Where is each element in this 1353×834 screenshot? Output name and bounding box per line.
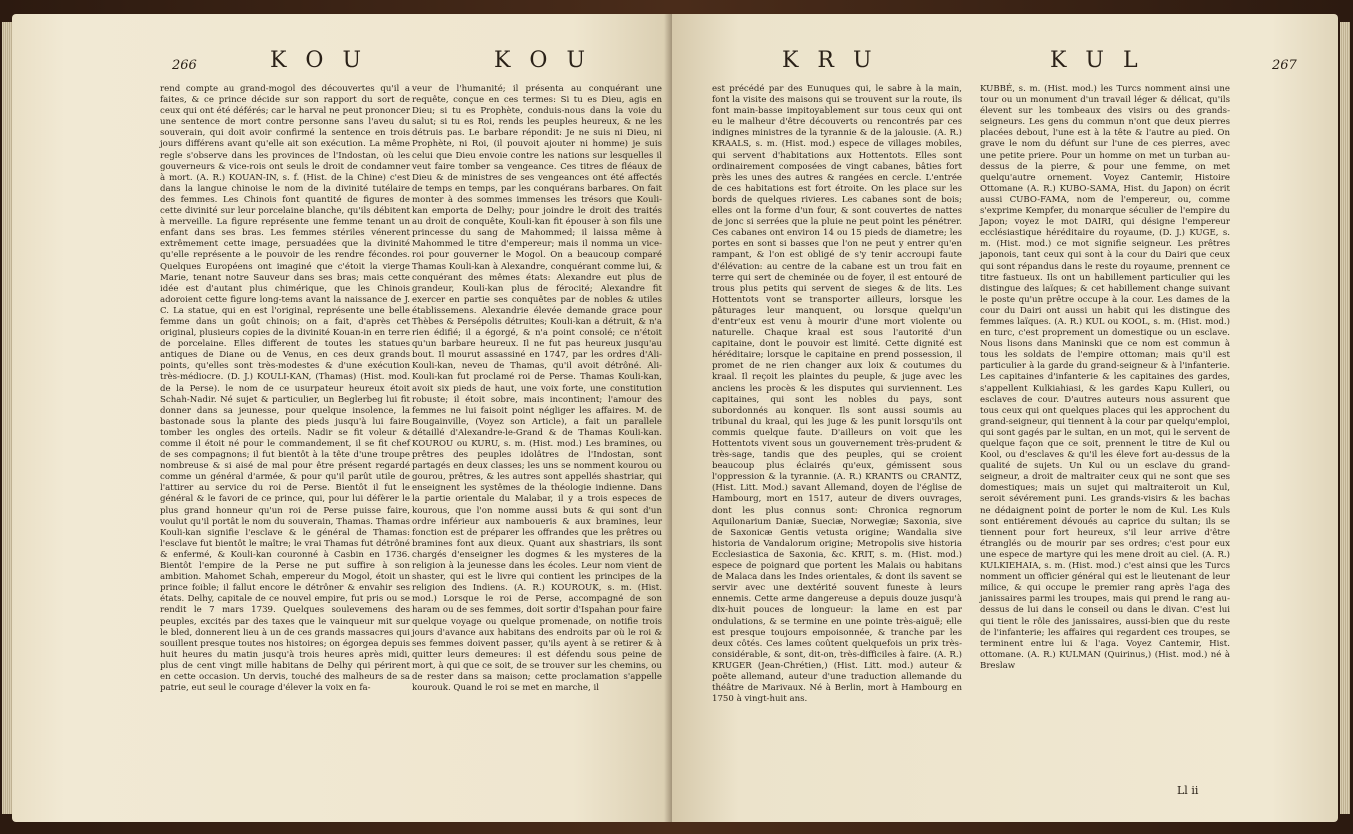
page-number-right: 267 [1272,58,1297,73]
running-head-right-2: K U L [1050,48,1144,73]
left-column-1 [160,84,410,694]
left-column-2-text: veur de l'humanité; il présenta au conquérant une requête, conçue en ces termes: Si tu es Dieu, agis en Dieu; si tu es Prophète, conduis-nous dans la voie du salut; si tu es Roi, rends les peuples heureux, & ne les détruis pas. Le barbare répondit: Je ne suis ni Dieu, ni Prophète, ni Roi, (il pouvoit ajouter ni homme) je suis celui que Dieu envoie contre les nations sur lesquelles il veut faire tomber sa vengeance. Ces titres de fléaux de Dieu & de ministres de ses vengeances ont été affectés de temps en temps, par les conquérans barbares. On fait monter à des sommes immenses les trésors que Kouli-kan emporta de Delhy; pour joindre le droit des traités au droit de conquête, Kouli-kan fit épouser à son fils une princesse du sang de Mahommed; il laissa même à Mahommed le titre d'empereur; mais il nomma un vice-roi pour gouverner le Mogol. On a beaucoup comparé Thamas Kouli-kan à Alexandre, conquérant comme lui, & conquérant des mêmes états: Alexandre eut plus de grandeur, Kouli-kan plus de férocité; Alexandre fit exercer en partie ses conquêtes par de nobles & utiles établissemens. Alexandrie élevée demande grace pour Thèbes & Persépolis détruites; Kouli-kan a détruit, & n'a rien édifié; il a égorgé, & n'a point consolé; ce n'étoit qu'un barbare heureux. Il ne fut pas heureux jusqu'au bout. Il mourut assassiné en 1747, par les ordres d'Ali-Kouli-kan, neveu de Thamas, qu'il avoit détrôné. Ali-Kouli-kan fut proclamé roi de Perse. Thamas Kouli-kan, avoit six pieds de haut, une voix forte, une constitution robuste; il étoit sobre, mais incontinent; l'amour des femmes ne lui faisoit point négliger les affaires. M. de Bougainville, (Voyez son Article), a fait un parallele détaillé d'Alexandre-le-Grand & de Thamas Kouli-kan. KOUROU ou KURU, s. m. (Hist. mod.) Les bramines, ou prêtres des peuples idolâtres de l'Indostan, sont partagés en deux classes; les uns se nomment kourou ou gourou, prêtres, & les autres sont appellés shastriar, qui enseignent les systêmes de la théologie indienne. Dans la partie orientale du Malabar, il y a trois especes de kourous, que l'on nomme aussi buts & qui sont d'un ordre inférieur aux namboueris & aux bramines, leur fonction est de préparer les offrandes que les prêtres ou bramines font aux dieux. Quant aux shastriars, ils sont chargés d'enseigner les dogmes & les mysteres de la religion à la jeunesse dans les écoles. Leur nom vient de shaster, qui est le livre qui contient les principes de la religion des Indiens. (A. R.) KOUROUK, s. m. (Hist. mod.) Lorsque le roi de Perse, accompagné de son haram ou de ses femmes, doit sortir d'Ispahan pour faire quelque voyage ou quelque promenade, on notifie trois jours d'avance aux habitans des endroits par où le roi & ses femmes doivent passer, qu'ils ayent à se retirer & à quitter leurs demeures: il est défendu sous peine de mort, à qui que ce soit, de se trouver sur les chemins, ou de rester dans sa maison; cette proclamation s'appelle kourouk. Quand le roi se met en marche, il [412,84,662,694]
right-column-1 [712,84,962,705]
running-head-left-1: K O U [270,48,367,73]
right-page [672,14,1338,822]
running-head-right-1: K R U [782,48,878,73]
right-page-edges [1340,22,1350,814]
signature-mark: Ll ii [1177,784,1199,797]
right-column-2 [980,84,1230,672]
left-column-1-text: rend compte au grand-mogol des découvertes qu'il a faites, & ce prince décide sur son rapport du sort de ceux qui ont été déférés; car le harval ne peut prononcer une sentence de mort contre personne sans l'aveu du souverain, qui doit avoir confirmé la sentence en trois jours différens avant qu'elle ait son exécution. La même regle s'observe dans les provinces de l'Indostan, où les gouverneurs & vice-rois ont seuls le droit de condamner à mort. (A. R.) KOUAN-IN, s. f. (Hist. de la Chine) c'est dans la langue chinoise le nom de la divinité tutélaire des femmes. Les Chinois font quantité de figures de cette divinité sur leur porcelaine blanche, qu'ils débitent à merveille. La figure représente une femme tenant un enfant dans ses bras. Les femmes stériles vénerent extrêmement cette image, persuadées que la divinité qu'elle représente a le pouvoir de les rendre fécondes. Quelques Européens ont imaginé que c'étoit la vierge Marie, tenant notre Sauveur dans ses bras; mais cette idée est d'autant plus chimérique, que les Chinois adoroient cette figure long-tems avant la naissance de J. C. La statue, qui en est l'original, représente une belle femme dans un goût chinois; on a fait, d'après cet original, plusieurs copies de la divinité Kouan-in en terre de porcelaine. Elles different de toutes les statues antiques de Diane ou de Venus, en ces deux grands points, qu'elles sont très-modestes & d'une exécution très-médiocre. (D. J.) KOULI-KAN, (Thamas) (Hist. mod. de la Perse). le nom de ce usurpateur heureux étoit Schah-Nadir. Né sujet & particulier, un Beglerbeg lui fit donner dans sa jeunesse, pour quelque insolence, la bastonade sous la plante des pieds jusqu'à lui faire tomber les ongles des orteils. Nadir se fit voleur & comme il étoit né pour le commandement, il se fit chef de ses compagnons; il fut bientôt à la tête d'une troupe nombreuse & si aisé de mal pour être présent regardé comme un général d'armée, & pour qu'il parût utile de l'attirer au service du roi de Perse. Bientôt il fut le général & le favori de ce prince, qui, pour lui défèrer le plus grand honneur qu'un roi de Perse puisse faire, voulut qu'il portât le nom du souverain, Thamas. Thamas Kouli-kan signifie l'esclave & le général de Thamas: l'esclave fut bientôt le maître; le vrai Thamas fut détrôné & enfermé, & Kouli-kan couronné à Casbin en 1736. Bientôt l'empire de la Perse ne put suffire à son ambition. Mahomet Schah, empereur du Mogol, étoit un prince foible; il fallut encore le détrôner & envahir ses états. Delhy, capitale de ce nouvel empire, fut pris ou se rendit le 7 mars 1739. Quelques soulevemens des peuples, excités par des taxes que le vainqueur mit sur le bled, donnerent lieu à un de ces grands massacres qui souillent presque toutes nos histoires; on égorgea depuis huit heures du matin jusqu'à trois heures après midi, plus de cent vingt mille habitans de Delhy qui périrent en cette occasion. Un dervis, touché des malheurs de sa patrie, eut seul le courage d'élever la voix en fa- [160,84,410,694]
page-number-left: 266 [172,58,197,73]
right-column-2-text: KUBBÉ, s. m. (Hist. mod.) les Turcs nomment ainsi une tour ou un monument d'un travail léger & délicat, qu'ils élevent sur les tombeaux des visirs ou des grands-seigneurs. Les gens du commun n'ont que deux pierres placées debout, l'une est à la tête & l'autre au pied. On grave le nom du défunt sur l'une de ces pierres, avec une petite priere. Pour un homme on met un turban au-dessus de la pierre, & pour une femme, on met quelqu'autre ornement. Voyez Cantemir, Histoire Ottomane (A. R.) KUBO-SAMA, Hist. du Japon) on écrit aussi CUBO-FAMA, nom de l'empereur, ou, comme s'exprime Kempfer, du monarque séculier de l'empire du Japon; voyez le mot DAIRI, qui désigne l'empereur ecclésiastique héréditaire du royaume, (D. J.) KUGE, s. m. (Hist. mod.) ce mot signifie seigneur. Les prêtres japonois, tant ceux qui sont à la cour du Dairi que ceux qui sont répandus dans le reste du royaume, prennent ce titre fastueux. Ils ont un habillement particulier qui les distingue des laïques; & cet habillement change suivant le poste qu'un prêtre occupe à la cour. Les dames de la cour du Dairi ont aussi un habit qui les distingue des femmes laïques. (A. R.) KUL ou KOOL, s. m. (Hist. mod.) en turc, c'est proprement un domestique ou un esclave. Nous lisons dans Maninski que ce nom est commun à tous les soldats de l'empire ottoman; mais qu'il est particulier à la garde du grand-seigneur & à l'infanterie. Les capitaines d'infanterie & les capitaines des gardes, s'appellent Kulkiahiasi, & les gardes Kapu Kulleri, ou esclaves de cour. D'autres auteurs nous assurent que tous ceux qui ont quelques places qui les approchent du grand-seigneur, qui tiennent à la cour par quelqu'emploi, qui sont gagés par le sultan, en un mot, qui le servent de quelque façon que ce soit, prennent le titre de Kul ou Kool, ou d'esclaves & qu'il les éleve fort au-dessus de la qualité de sujets. Un Kul ou un esclave du grand-seigneur, a droit de maltraiter ceux qui ne sont que ses domestiques; mais un sujet qui maltraiteroit un Kul, seroit sévérement puni. Les grands-visirs & les bachas ne dédaignent point de porter le nom de Kul. Les Kuls sont entiérement dévoués au caprice du sultan; ils se tiennent pour fort heureux, s'il leur arrive d'être étranglés ou de mourir par ses ordres; c'est pour eux une espece de martyre qui les mene droit au ciel. (A. R.) KULKIEHAIA, s. m. (Hist. mod.) c'est ainsi que les Turcs nomment un officier général qui est le lieutenant de leur milice, & qui occupe le premier rang après l'aga des janissaires parmi les troupes, mais qui prend le rang au-dessus de lui dans le conseil ou dans le divan. C'est lui qui tient le rôle des janissaires, aussi-bien que du reste de l'infanterie; les affaires qui regardent ces troupes, se terminent entre lui & l'aga. Voyez Cantemir, Hist. ottomane. (A. R.) KULMAN (Quirinus,) (Hist. mod.) né à Breslaw [980,84,1230,671]
left-page [12,14,672,822]
left-column-2 [412,84,662,694]
left-page-edges [2,22,12,814]
running-head-left-2: K O U [494,48,591,73]
right-column-1-text: est précédé par des Eunuques qui, le sabre à la main, font la visite des maisons qui se trouvent sur la route, ils font main-basse impitoyablement sur tous ceux qui ont eu le malheur d'être découverts ou rencontrés par ces indignes ministres de la tyrannie & de la jalousie. (A. R.) KRAALS, s. m. (Hist. mod.) espece de villages mobiles, qui servent d'habitations aux Hottentots. Elles sont ordinairement composées de vingt cabanes, bâties fort près les unes des autres & rangées en cercle. L'entrée de ces habitations est fort étroite. On les place sur les bords de quelques rivieres. Les cabanes sont de bois; elles ont la forme d'un four, & sont couvertes de nattes de jonc si serrées que la pluie ne peut point les pénétrer. Ces cabanes ont environ 14 ou 15 pieds de diametre; les portes en sont si basses que l'on ne peut y entrer qu'en rampant, & l'on est obligé de s'y tenir accroupi faute d'élévation: au centre de la cabane est un trou fait en terre qui sert de cheminée ou de foyer, il est entouré de trous plus petits qui servent de sieges & de lits. Les Hottentots vont se transporter ailleurs, lorsque les pâturages leur manquent, ou lorsque quelqu'un d'entr'eux est venu à mourir d'une mort violente ou naturelle. Chaque kraal est sous l'autorité d'un capitaine, dont le pouvoir est limité. Cette dignité est héréditaire; lorsque le capitaine en prend possession, il promet de ne rien changer aux loix & coutumes du kraal. Il reçoit les plaintes du peuple, & juge avec les anciens les procès & les disputes qui surviennent. Les capitaines, qui sont les nobles du pays, sont subordonnés au konquer. Ils sont aussi soumis au tribunal du kraal, qui les juge & les punit lorsqu'ils ont commis quelque faute. D'ailleurs on voit que les Hottentots vivent sous un gouvernement très-prudent & très-sage, tandis que des peuples, qui se croient beaucoup plus éclairés qu'eux, gémissent sous l'oppression & la tyrannie. (A. R.) KRANTS ou CRANTZ, (Hist. Litt. Mod.) savant Allemand, doyen de l'église de Hambourg, mort en 1517, auteur de divers ouvrages, dont les plus connus sont: Chronica regnorum Aquilonarium Daniæ, Sueciæ, Norwegiæ; Saxonia, sive de Saxonicæ Gentis vetusta origine; Wandalia sive historia de Vandalorum origine; Metropolis sive historia Ecclesiastica de Saxonia, &c. KRIT, s. m. (Hist. mod.) espece de poignard que portent les Malais ou habitans de Malaca dans les Indes orientales, & dont ils savent se servir avec une dextérité souvent funeste à leurs ennemis. Cette arme dangereuse a depuis douze jusqu'à dix-huit pouces de longueur: la lame en est par ondulations, & se termine en une pointe très-aiguë; elle est presque toujours empoisonnée, & tranche par les deux côtés. Ces lames coûtent quelquefois un prix très-considérable, & sont, dit-on, très-difficiles à faire. (A. R.) KRUGER (Jean-Chrétien,) (Hist. Litt. mod.) auteur & poëte allemand, auteur d'une traduction allemande du théâtre de Marivaux. Né à Berlin, mort à Hambourg en 1750 à vingt-huit ans. [712,84,962,705]
